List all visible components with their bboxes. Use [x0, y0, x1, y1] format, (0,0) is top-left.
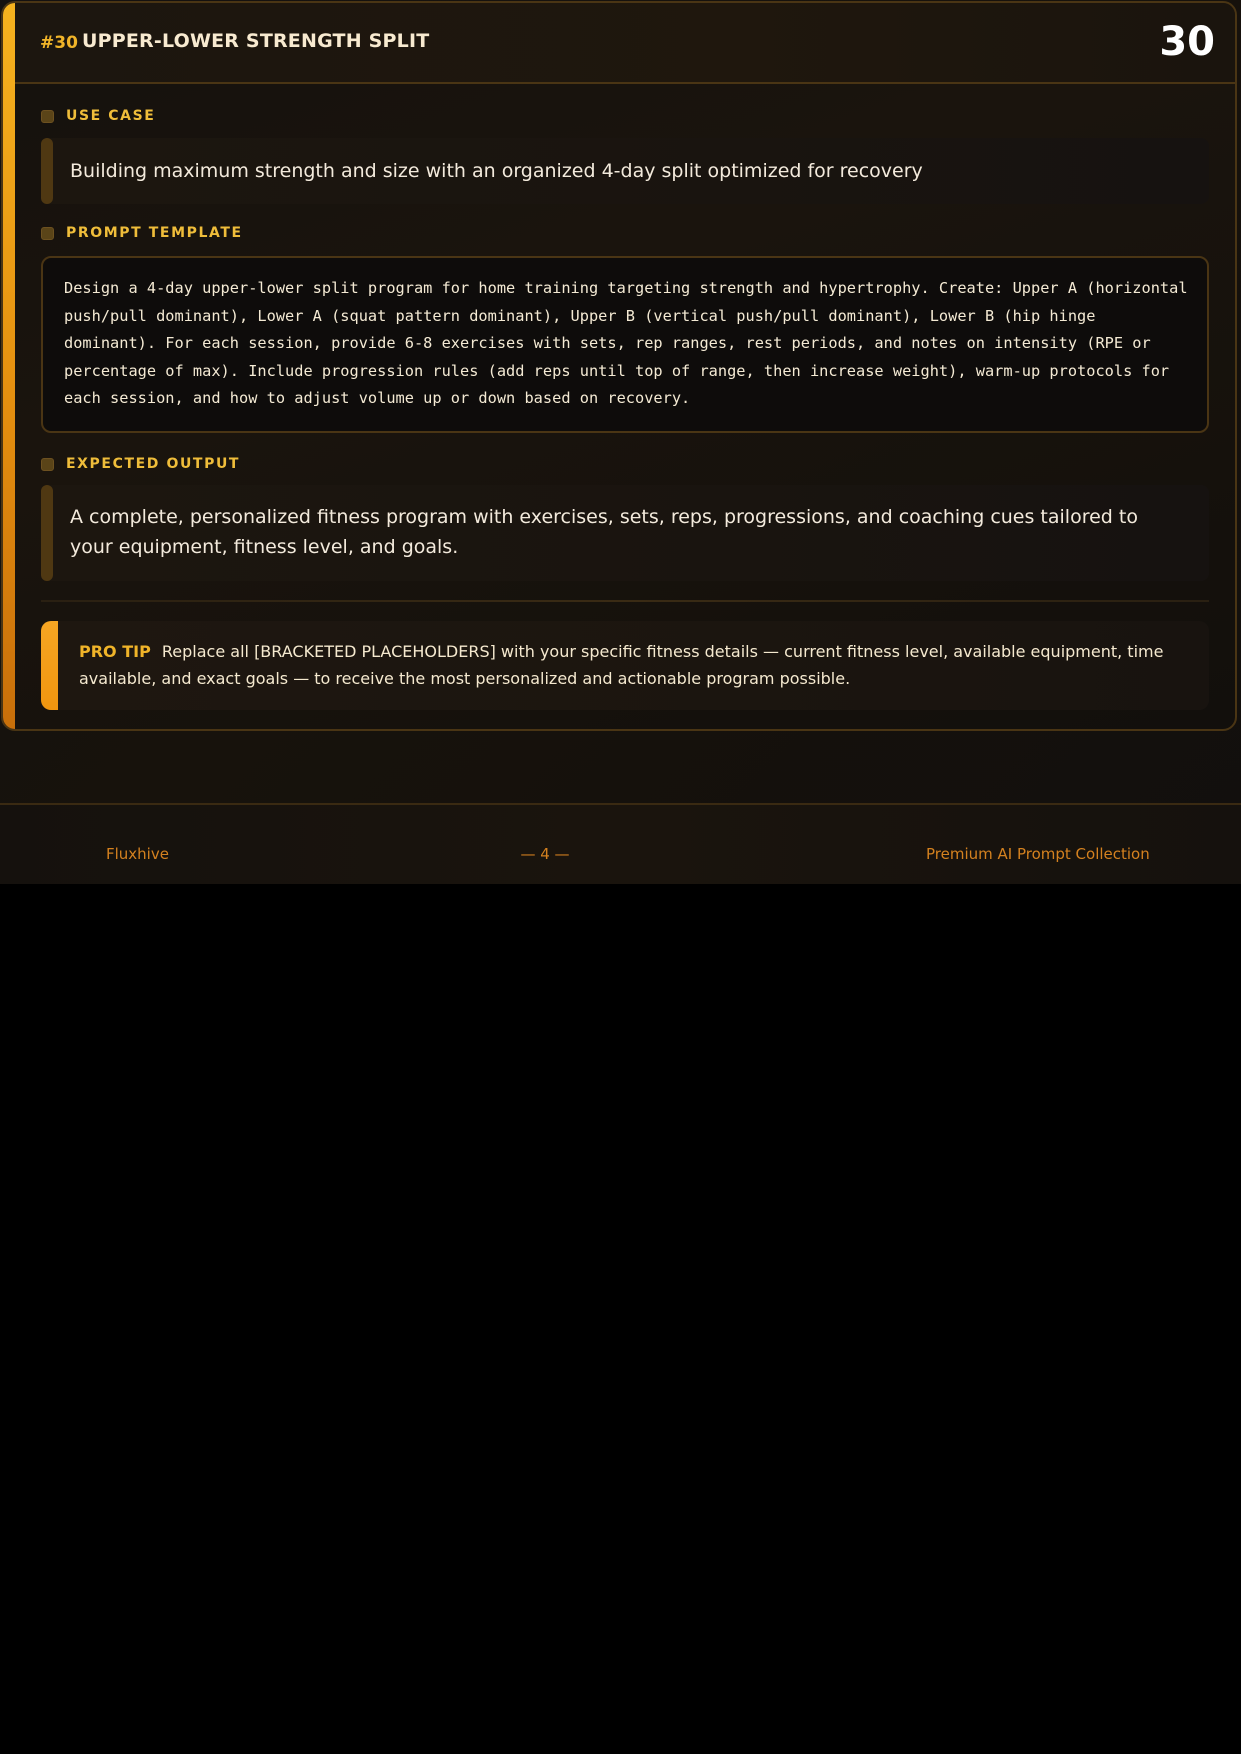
- footer-page-number: — 4 —: [520, 845, 570, 863]
- square-bullet-icon: [41, 458, 54, 471]
- prompt-template-heading: [41, 225, 243, 241]
- footer-brand: Fluxhive: [106, 845, 169, 863]
- use-case-label: USE CASE: [66, 108, 156, 124]
- prompt-card: [1, 1, 1237, 731]
- footer-collection-name: Premium AI Prompt Collection: [926, 845, 1150, 863]
- use-case-accent-bar: [41, 138, 53, 204]
- expected-output-accent-bar: [41, 485, 53, 581]
- expected-output-label: EXPECTED OUTPUT: [66, 456, 241, 472]
- card-number-label: #30: [40, 33, 78, 53]
- card-big-number: 30: [1159, 19, 1215, 65]
- card-title: UPPER-LOWER STRENGTH SPLIT: [82, 30, 430, 52]
- square-bullet-icon: [41, 110, 54, 123]
- square-bullet-icon: [41, 227, 54, 240]
- use-case-heading: [41, 108, 155, 124]
- expected-output-heading: [41, 456, 240, 472]
- prompt-template-label: PROMPT TEMPLATE: [66, 225, 243, 241]
- pro-tip-label: PRO TIP: [79, 642, 151, 661]
- prompt-template-text[interactable]: Design a 4-day upper-lower split program for home training targeting strength and hypertrophy. Create: Upper A (horizontal push/pull dominant), Lower A (squat pattern dominant), Upper B (vertical push/pull dominant), Lower B (hip hinge dominant). For each session, provide 6-8 exercises with sets, rep ranges, rest periods, and notes on intensity (RPE or percentage of max). Include progression rules (add reps until top of range, then increase weight), warm-up protocols for each session, and how to adjust volume up or down based on recovery.: [64, 279, 1188, 407]
- pro-tip-text: Replace all [BRACKETED PLACEHOLDERS] with your specific fitness details — current fitness level, available equipment, time available, and exact goals — to receive the most personalized and actionable program possible.: [79, 642, 1164, 688]
- pro-tip-accent-bar: [41, 621, 58, 710]
- prompt-template-box[interactable]: [41, 256, 1209, 433]
- card-header: [15, 3, 1235, 84]
- expected-output-block: [41, 485, 1209, 581]
- page-footer: [0, 803, 1241, 884]
- section-divider: [41, 600, 1209, 602]
- pro-tip-block: [41, 621, 1209, 710]
- expected-output-text: A complete, personalized fitness program with exercises, sets, reps, progressions, and coaching cues tailored to your equipment, fitness level, and goals.: [70, 506, 1138, 558]
- pro-tip-content: [79, 638, 1191, 692]
- use-case-text: Building maximum strength and size with an organized 4-day split optimized for recovery: [70, 160, 923, 182]
- card-accent-bar: [3, 3, 15, 729]
- use-case-block: [41, 138, 1209, 204]
